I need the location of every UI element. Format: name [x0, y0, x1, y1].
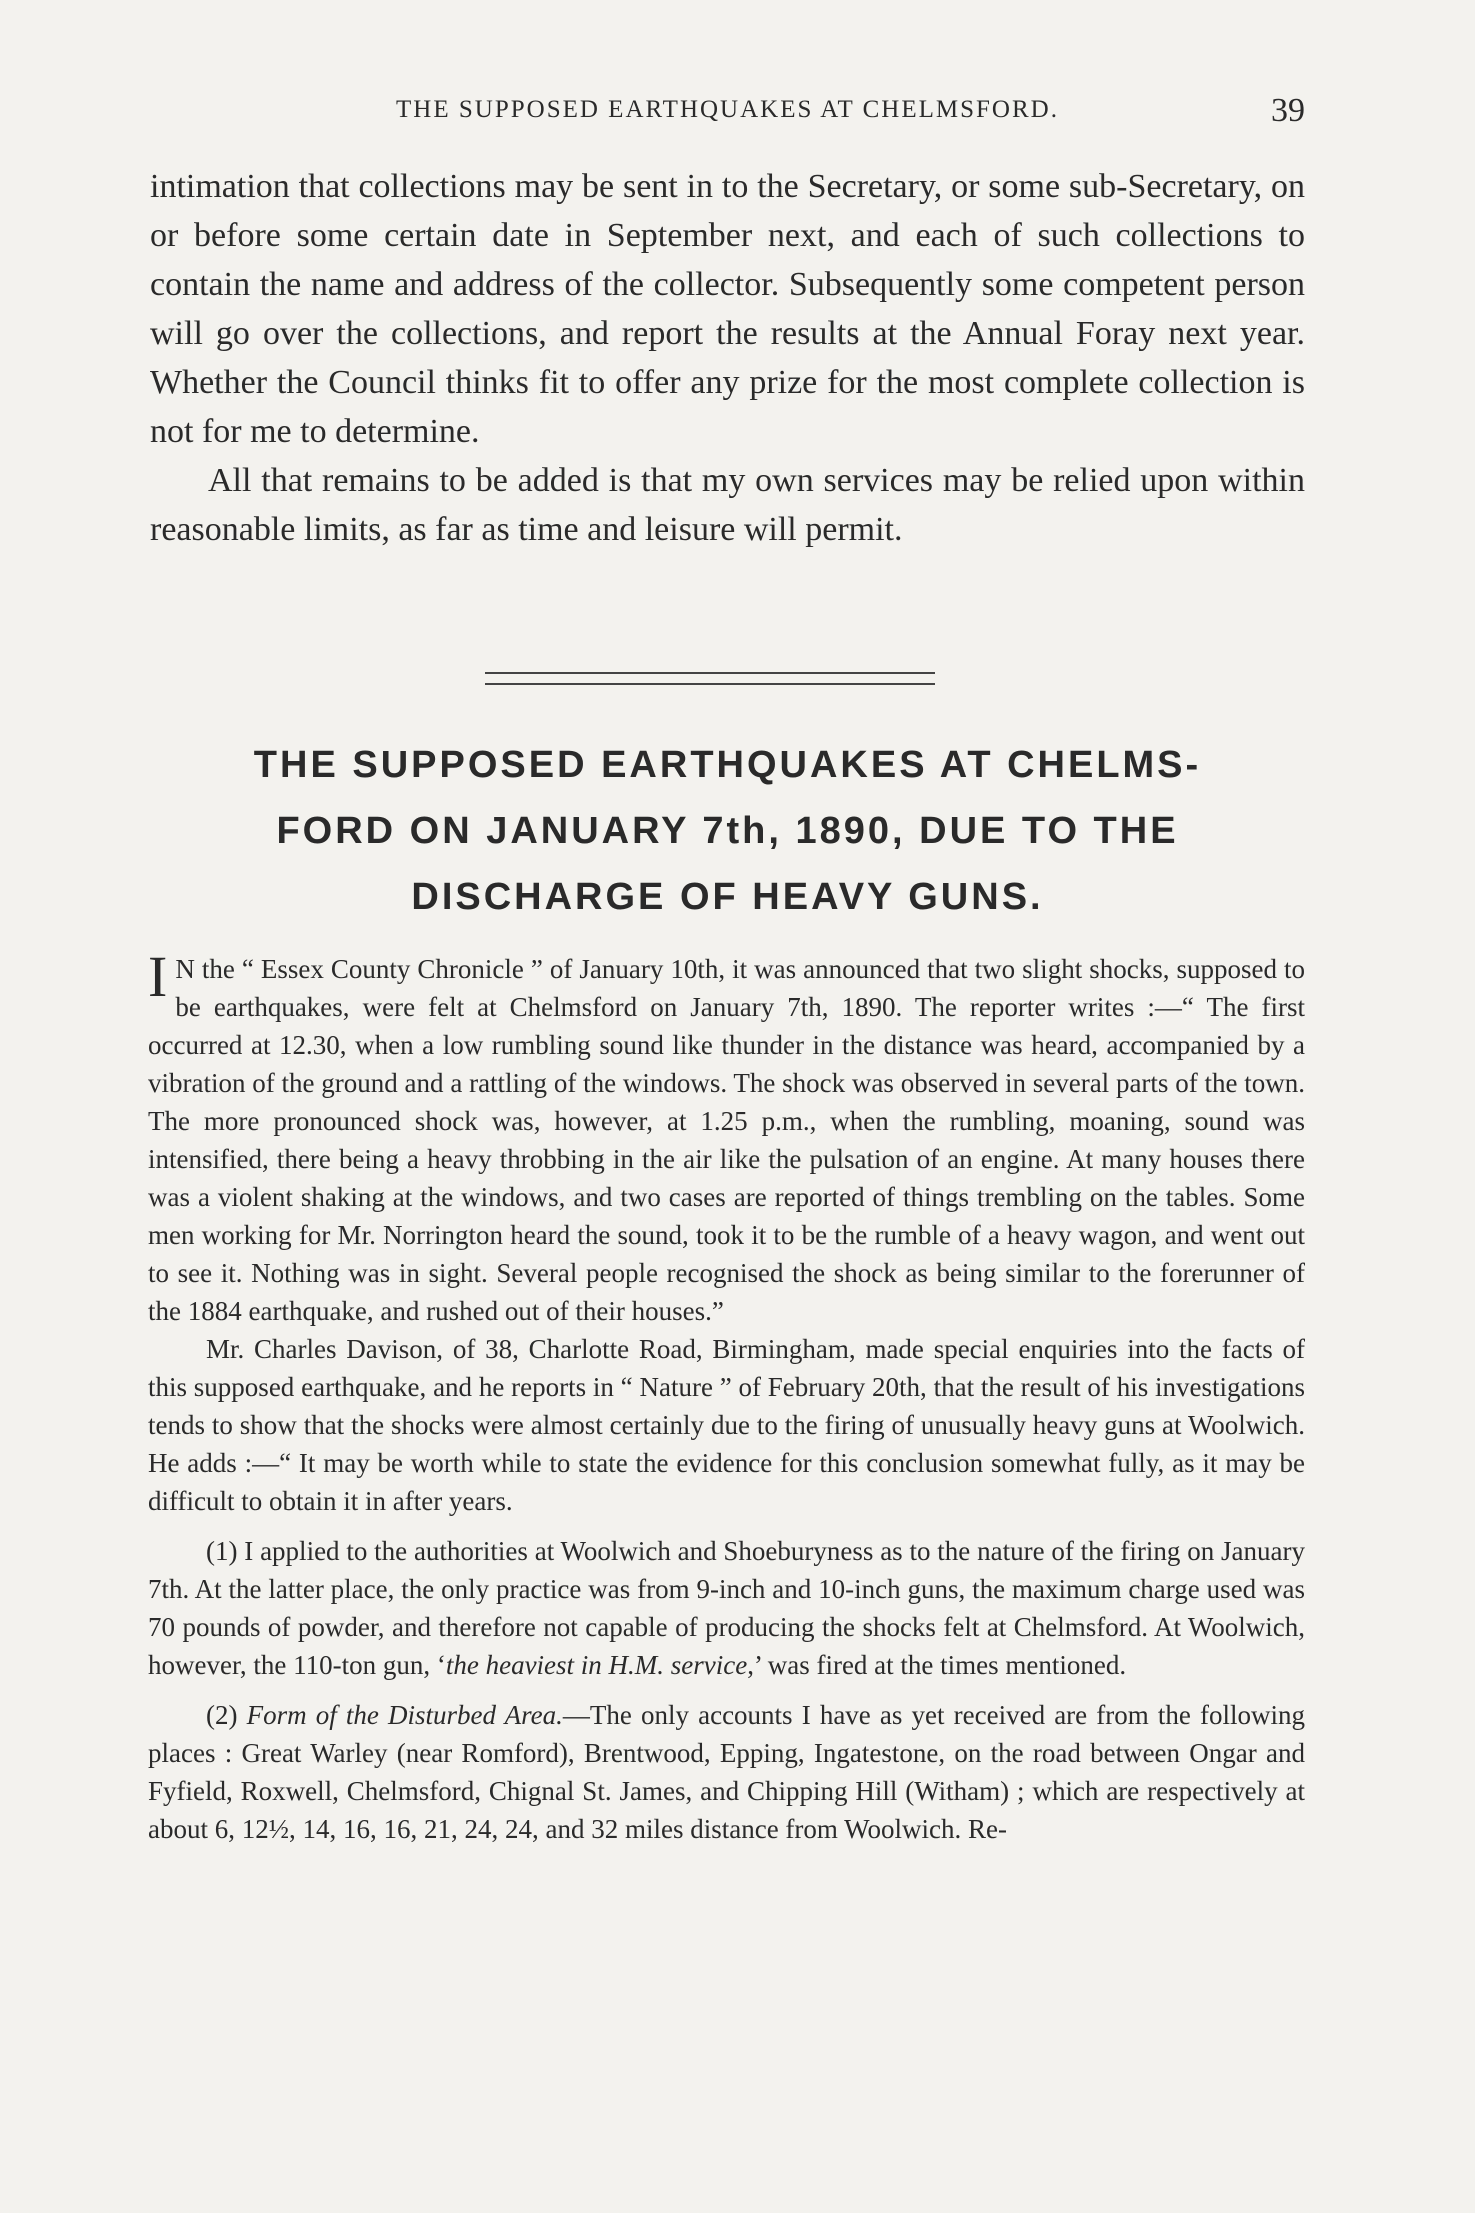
- section-divider: [485, 672, 935, 685]
- drop-cap: I: [148, 944, 168, 1009]
- continued-paragraph: intimation that collections may be sent in to the Secretary, or some sub-Secretary, on or before some certain date in September next, and each of such collections to contain the name and address of the collector. Subsequently some competent person will go over the collections, and report the results at the Annual Foray next year. Whether the Council thinks fit to offer any prize for the most complete collection is not for me to determine.: [150, 168, 1305, 450]
- closing-paragraph: All that remains to be added is that my own services may be relied upon within reasonable limits, as far as time and leisure will permit.: [150, 462, 1305, 548]
- article-paragraph-4-label: (2): [206, 1700, 247, 1730]
- article-paragraph-4: [148, 1696, 1305, 1848]
- page-number: 39: [1271, 92, 1305, 129]
- article-body: [148, 944, 1306, 1848]
- article-paragraph-4-heading: Form of the Disturbed Area.: [246, 1700, 563, 1730]
- article-paragraph-3-end: ,’ was fired at the times mentioned.: [747, 1650, 1127, 1680]
- section-title-line-3: DISCHARGE OF HEAVY GUNS.: [411, 876, 1044, 918]
- article-paragraph-3: [148, 1532, 1305, 1684]
- running-head: [150, 92, 1305, 136]
- article-paragraph-1: [148, 944, 1305, 1330]
- article-paragraph-3-start: (1) I applied to the authorities at Woolwich and Shoeburyness as to the nature of the firing on January 7th. At the latter place, the only practice was from 9-inch and 10-inch guns, the maximum charge used was 70 pounds of powder, and therefore not capable of producing the shocks felt at Chelmsford. At Woolwich, however, the 110-ton gun, ‘: [148, 1536, 1305, 1680]
- article-paragraph-4-text: —The only accounts I have as yet received are from the following places : Great Warley (near Romford), Brentwood, Epping, Ingatestone, on the road between Ongar and Fyfield, Roxwell, Chelmsford, Chignal St. James, and Chipping Hill (Witham) ; which are respectively at about 6, 12½, 14, 16, 16, 21, 24, 24, and 32 miles distance from Woolwich. Re-: [148, 1700, 1306, 1844]
- article-paragraph-3-emphasis: the heaviest in H.M. service: [445, 1650, 748, 1680]
- section-title-line-1: THE SUPPOSED EARTHQUAKES AT CHELMS-: [253, 744, 1202, 786]
- article-paragraph-2: Mr. Charles Davison, of 38, Charlotte Road, Birmingham, made special enquiries into the facts of this supposed earthquake, and he reports in “ Nature ” of February 20th, that the result of his investigations tends to show that the shocks were almost certainly due to the firing of unusually heavy guns at Woolwich. He adds :—“ It may be worth while to state the evidence for this conclusion somewhat fully, as it may be difficult to obtain it in after years.: [148, 1334, 1305, 1516]
- running-title: THE SUPPOSED EARTHQUAKES AT CHELMSFORD.: [396, 96, 1059, 123]
- section-title-line-2: FORD ON JANUARY 7th, 1890, DUE TO THE: [276, 810, 1179, 852]
- continued-text: [150, 162, 1305, 554]
- article-paragraph-1-text: N the “ Essex County Chronicle ” of January 10th, it was announced that two slight shocks, supposed to be earthquakes, were felt at Chelmsford on January 7th, 1890. The reporter writes :—“ The first occurred at 12.30, when a low rumbling sound like thunder in the distance was heard, accompanied by a vibration of the ground and a rattling of the windows. The shock was observed in several parts of the town. The more pronounced shock was, however, at 1.25 p.m., when the rumbling, moaning, sound was intensified, there being a heavy throbbing in the air like the pulsation of an engine. At many houses there was a violent shaking at the windows, and two cases are reported of things trembling on the tables. Some men working for Mr. Norrington heard the sound, took it to be the rumble of a heavy wagon, and went out to see it. Nothing was in sight. Several people recognised the shock as being similar to the forerunner of the 1884 earthquake, and rushed out of their houses.”: [148, 954, 1305, 1326]
- section-title: [145, 732, 1310, 930]
